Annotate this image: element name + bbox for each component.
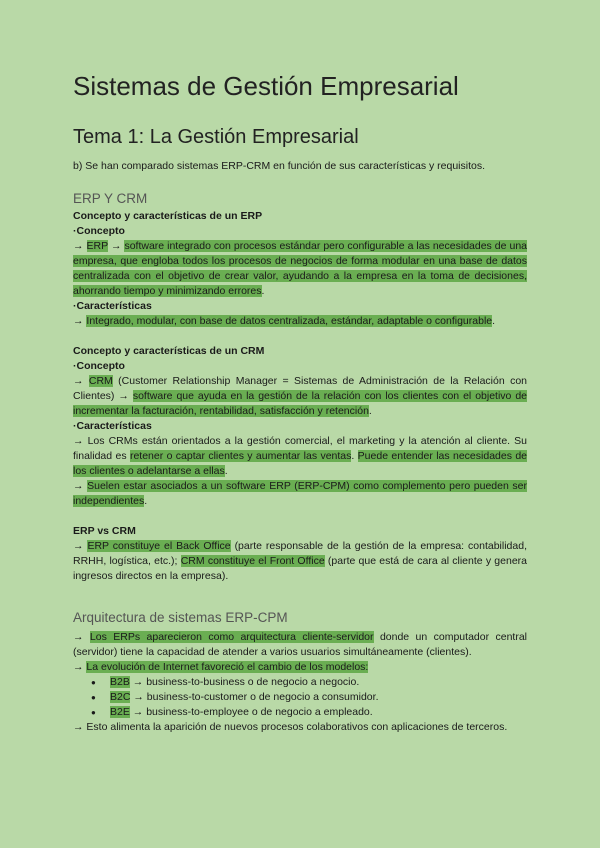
model-term: B2E [110,706,130,718]
erp-title: Concepto y características de un ERP [73,210,263,222]
erp-caract-label: ·Características [73,300,152,312]
crm-caract-plain: Los CRMs están orientados a la gestión comercial, el marketing y la atención al cliente. Su finalidad es [73,435,528,462]
arq-paragraph-3 [73,720,527,735]
crm-caract-paragraph-2: → Suelen estar asociados a un software ERP (ERP-CPM) como complemento pero pueden ser independientes. [73,480,528,507]
tema-heading: Tema 1: La Gestión Empresarial [73,126,359,148]
crm-caract-highlight-1: retener o captar clientes y aumentar las ventas [129,450,352,462]
arrow: → [118,390,129,402]
arrow: → [73,375,84,387]
model-text: → business-to-customer o de negocio a consumidor. [133,691,379,703]
section-erp-crm [73,191,527,584]
list-item [73,675,527,690]
model-text: → business-to-employee o de negocio a empleado. [132,706,373,718]
erp-term: ERP [86,240,108,252]
arrow: → [110,240,122,252]
model-term: B2C [110,691,131,703]
arrow: → [73,661,84,673]
vs-plain-2: (parte que está de cara al cliente y genera ingresos directos en la empresa). [73,555,527,582]
vs-plain-1: (parte responsable de la gestión de la empresa: contabilidad, RRHH, logística, etc.); [73,540,527,567]
model-term: B2B [110,676,130,688]
section-heading-erp-crm: ERP Y CRM [73,191,148,206]
arrow: → [73,540,84,552]
arrow: → [73,631,84,643]
arrow: → [73,480,84,492]
arq-paragraph-1 [73,630,527,660]
crm-concepto-label: ·Concepto [73,360,125,372]
erp-concepto-paragraph: → ERP → software integrado con procesos estándar pero configurable a las necesidades de una empresa, que engloba todos los procesos de negocios de forma modular en una base de datos centralizada con el objetivo de crear valor, ayudando a la empresa en la toma de decisiones, ahorrando tiempo y minimizando errores. [73,240,528,297]
models-list [73,675,527,720]
erp-concepto-label: ·Concepto [73,225,125,237]
intro-text: b) Se han comparado sistemas ERP-CRM en función de sus características y requisitos. [73,160,486,172]
arq-highlight-2: La evolución de Internet favoreció el cambio de los modelos: [86,661,369,673]
crm-caract-paragraph-1: → Los CRMs están orientados a la gestión comercial, el marketing y la atención al cliente. Su finalidad es retener o captar clientes y aumentar las ventas. Puede entender las necesidades de los clientes o adelantarse a ellas. [73,435,528,477]
section-heading-arquitectura: Arquitectura de sistemas ERP-CPM [73,610,288,625]
erp-definition: software integrado con procesos estándar pero configurable a las necesidades de una empresa, que engloba todos los procesos de negocios de forma modular en una base de datos centralizada con el objetivo de crear valor, ayudando a la empresa en la toma de decisiones, ahorrando tiempo y minimizando errores [73,240,528,297]
section-arquitectura [73,610,527,735]
erp-caract-text: Integrado, modular, con base de datos centralizada, estándar, adaptable o configurable [86,315,493,327]
list-item [73,705,527,720]
arrow: → [73,315,84,327]
arq-paragraph-2 [73,660,527,675]
arq-plain-3: Esto alimenta la aparición de nuevos procesos colaborativos con aplicaciones de terceros. [86,721,508,733]
vs-highlight-2: CRM constituye el Front Office [180,555,325,567]
crm-definition: software que ayuda en la gestión de la relación con los clientes con el objetivo de incrementar la facturación, rentabilidad, satisfacción y retención [73,390,528,417]
model-text: → business-to-business o de negocio a negocio. [132,676,360,688]
crm-term: CRM [88,375,113,387]
document-title: Sistemas de Gestión Empresarial [73,71,459,101]
crm-title: Concepto y características de un CRM [73,345,265,357]
crm-caract-label: ·Características [73,420,152,432]
crm-caract-highlight-2: Puede entender las necesidades de los clientes o adelantarse a ellas [73,450,528,477]
erp-caract-paragraph: → Integrado, modular, con base de datos centralizada, estándar, adaptable o configurable. [73,315,496,327]
vs-paragraph [73,539,527,584]
vs-title: ERP vs CRM [73,525,136,537]
arrow: → [73,721,84,733]
list-item [73,690,527,705]
crm-expansion: (Customer Relationship Manager = Sistemas de Administración de la Relación con Clientes) [73,375,527,402]
vs-highlight-1: ERP constituye el Back Office [87,540,231,552]
crm-caract-highlight-3: Suelen estar asociados a un software ERP (ERP-CPM) como complemento pero pueden ser independientes [73,480,528,507]
arrow: → [73,240,84,252]
arrow: → [73,435,84,447]
arq-plain-1: donde un computador central (servidor) tiene la capacidad de atender a varios usuarios simultáneamente (clientes). [73,631,528,658]
crm-concepto-paragraph: → CRM (Customer Relationship Manager = Sistemas de Administración de la Relación con Clientes) → software que ayuda en la gestión de la relación con los clientes con el objetivo de incrementar la facturación, rentabilidad, satisfacción y retención. [73,375,528,417]
arq-highlight-1: Los ERPs aparecieron como arquitectura cliente-servidor [89,631,374,643]
